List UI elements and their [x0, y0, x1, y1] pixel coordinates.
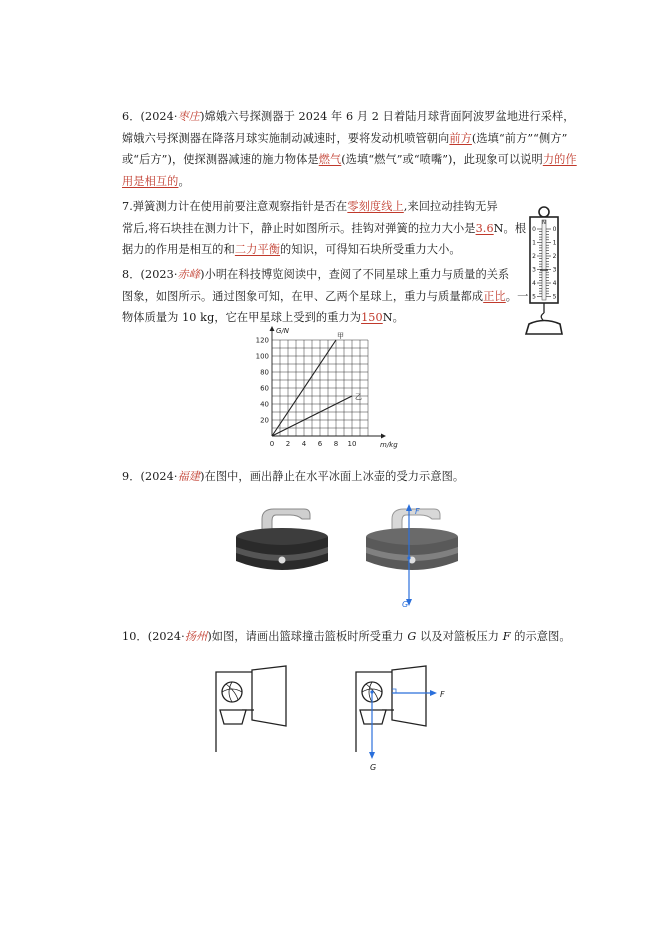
scale-label-right: 2 [552, 253, 557, 260]
x-tick-label: 2 [285, 440, 291, 448]
q10-source: (2024·扬州) [147, 630, 212, 643]
q6-line-1: 6．(2024·枣庄)嫦娥六号探测器于 2024 年 6 月 2 日着陆月球背面阿波罗盆地进行采样， [122, 110, 575, 123]
stone [526, 321, 562, 335]
scale-slot [542, 220, 546, 300]
q10-line-1: 10．(2024·扬州)如图，请画出篮球撞击篮板时所受重力 G 以及对篮板压力 F 的示意图。 [122, 630, 571, 643]
q8-line-2: 图象，如图所示。通过图象可知，在甲、乙两个星球上，重力与质量都成正比。一 [122, 289, 529, 303]
scale-label-right: 0 [552, 226, 557, 233]
chart-series [272, 332, 362, 436]
q7-answer-2: 3.6 [475, 221, 494, 235]
question-8 [122, 264, 528, 329]
curling-logo [279, 557, 286, 564]
q6-answer-1: 前方 [449, 131, 472, 145]
label-G: G [402, 600, 409, 609]
x-tick-label: 8 [333, 440, 339, 448]
scale-label-left: 5 [532, 293, 536, 301]
scale-hook [541, 313, 544, 320]
backboard-2 [392, 666, 426, 726]
question-10 [122, 626, 571, 648]
label-F: F [415, 507, 420, 516]
q8-line-3: 物体质量为 10 kg，它在甲星球上受到的重力为150N。 [122, 311, 404, 324]
q6-line-2: 嫦娥六号探测器在降落月球实施制动减速时，要将发动机喷管朝向前方(选填“前方”“侧方” [122, 131, 568, 145]
x-tick-label: 6 [317, 440, 323, 448]
hoop-net [220, 710, 246, 724]
curling-stone-right [362, 503, 466, 613]
q9-source: (2024·福建) [140, 470, 205, 483]
y-tick-label: 60 [260, 384, 269, 393]
backboard [252, 666, 286, 726]
question-9 [122, 466, 464, 488]
q8-line-1: 8．(2023·赤峰)小明在科技博览阅读中，查阅了不同星球上重力与质量的关系 [122, 268, 510, 281]
x-axis-arrow [381, 434, 386, 439]
q7-line-2: 常后,将石块挂在测力计下，静止时如图所示。挂钩对弹簧的拉力大小是3.6N。根 [122, 221, 527, 235]
q6-answer-2: 燃气 [318, 153, 342, 166]
force-G-origin [370, 690, 373, 693]
x-axis-label: m/kg [380, 441, 398, 449]
question-6 [122, 106, 577, 192]
q8-answer-1: 正比 [483, 289, 506, 303]
y-tick-label: 100 [255, 352, 269, 361]
scale-label-left: 2 [532, 253, 536, 260]
q6-answer-3a: 力的作 [542, 153, 577, 166]
force-F-arrowhead [406, 504, 412, 511]
q7-line-1: 7.弹簧测力计在使用前要注意观察指针是否在零刻度线上,来回拉动挂钩无异 [122, 200, 498, 213]
scale-top-ring [539, 207, 549, 217]
scale-label-left: 4 [532, 280, 536, 287]
y-tick-label: 120 [255, 336, 269, 345]
force-F-arrowhead-2 [430, 690, 437, 696]
q7-answer-1: 零刻度线上 [347, 200, 404, 213]
scale-label-right: 5 [552, 293, 557, 301]
chart-grid [272, 340, 368, 436]
scale-label-left: 0 [532, 226, 536, 233]
hoop-net-2 [360, 710, 386, 724]
chart-axes [270, 326, 399, 449]
curling-handle [262, 509, 310, 531]
q6-line-3: 或“后方”)，使探测器减速的施力物体是燃气(选填“燃气”或“喷嘴”)，此现象可以说明力的作 [122, 153, 577, 166]
y-tick-label: 20 [260, 416, 269, 425]
series-label: 甲 [337, 332, 344, 340]
x-tick-label: 4 [301, 440, 307, 448]
scale-label-right: 1 [552, 239, 557, 247]
q9-line-1: 9．(2024·福建)在图中，画出静止在水平冰面上冰壶的受力示意图。 [122, 470, 465, 483]
basketball [222, 682, 242, 702]
scale-label-left: 3 [532, 266, 536, 274]
x-tick-label: 0 [269, 440, 275, 448]
y-tick-label: 80 [260, 368, 269, 377]
question-7 [122, 196, 526, 261]
q6-source: (2024·枣庄) [140, 110, 205, 123]
q8-source: (2023·赤峰) [140, 268, 205, 281]
label-F-2: F [440, 690, 445, 699]
basketball-hoop-right [352, 664, 462, 774]
force-origin [407, 556, 410, 559]
q8-answer-2: 150 [361, 311, 383, 324]
label-G-2: G [370, 763, 377, 772]
y-tick-label: 40 [260, 400, 269, 409]
scale-label-right: 4 [552, 280, 557, 287]
force-G-arrowhead-2 [369, 752, 375, 759]
chart-ticks [256, 337, 357, 449]
x-tick-label: 10 [347, 440, 357, 448]
scale-label-left: 1 [532, 239, 536, 247]
gravity-mass-chart [242, 327, 398, 458]
series-label: 乙 [355, 393, 362, 401]
basketball-hoop-left [212, 664, 292, 754]
q6-answer-3b: 用是相互的 [122, 174, 179, 188]
scale-unit-label: N [542, 220, 546, 226]
y-axis-label: G/N [276, 327, 290, 335]
scale-label-right: 3 [552, 266, 557, 274]
q7-line-3: 据力的作用是相互的和二力平衡的知识，可得知石块所受重力大小。 [122, 243, 461, 256]
q6-line-4: 用是相互的。 [122, 174, 190, 188]
q7-answer-3: 二力平衡 [234, 243, 281, 256]
curling-stone-left [232, 505, 332, 583]
